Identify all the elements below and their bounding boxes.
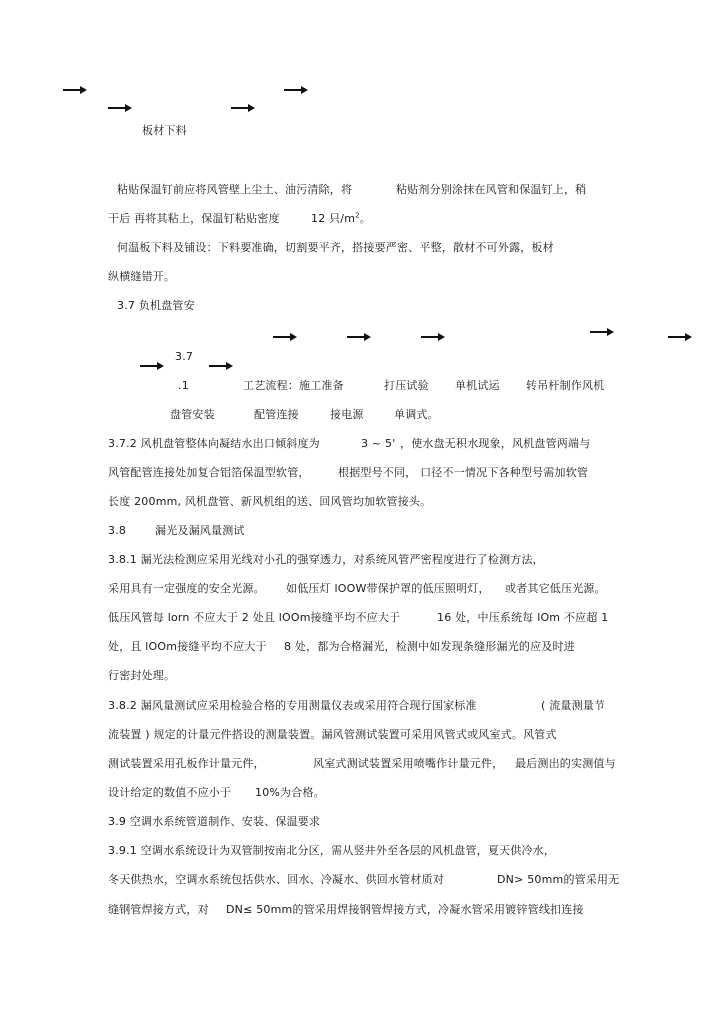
flow-step-label: 转吊杆制作风机 [526, 379, 605, 392]
paragraph-line: 纵横缝错开。 [108, 270, 176, 283]
paragraph-line: ( 流量测量节 [541, 699, 606, 712]
paragraph-line: 根据型号不同， 口径不一情况下各种型号需加软管 [338, 466, 589, 479]
flow-step-label: 工艺流程：施工准备 [243, 379, 344, 392]
flow-arrow-icon [590, 328, 614, 336]
paragraph-line: 粘贴剂分别涂抹在风管和保温钉上，稍 [396, 183, 587, 196]
section-heading: 漏光及漏风量测试 [155, 524, 245, 537]
punctuation: 。 [359, 212, 371, 225]
paragraph-line: ，使水盘无积水现象，风机盘管两端与 [400, 437, 591, 450]
density-value: 12 只/m [311, 212, 356, 225]
flow-step-label: 接电源 [330, 408, 364, 421]
paragraph-line: 缝钢管焊接方式，对 [108, 903, 209, 916]
paragraph-line: 采用具有一定强度的安全光源。 [108, 582, 265, 595]
paragraph-line [311, 212, 371, 226]
paragraph-line: 设计给定的数值不应小于 [108, 786, 232, 799]
section-number: .1 [178, 379, 189, 392]
paragraph-line: 长度 200mm, 风机盘管、新风机组的送、回风管均加软管接头。 [108, 495, 432, 508]
paragraph-line: 3.9.1 空调水系统设计为双管制按南北分区，需从竖井外至各层的风机盘管，夏天供冷水， [108, 844, 556, 857]
paragraph-line: 何温板下料及铺设：下料要准确，切割要平齐，搭接要严密、平整，散材不可外露，板材 [117, 241, 554, 254]
flow-arrow-icon [140, 362, 164, 370]
paragraph-line: 3.8.2 漏风量测试应采用检验合格的专用测量仪表或采用符合现行国家标准 [108, 699, 477, 712]
paragraph-line: 3.8.1 漏光法检测应采用光线对小孔的强穿透力，对系统风管严密程度进行了检测方法， [108, 553, 544, 566]
paragraph-line: 干后 再将其粘上，保温钉粘贴密度 [108, 212, 280, 225]
paragraph-line: 最后测出的实测值与 [515, 757, 616, 770]
flow-arrow-icon [421, 333, 445, 341]
flow-arrow-icon [209, 362, 233, 370]
flow-arrow-icon [108, 104, 132, 112]
paragraph-line: 风室式测试装置采用喷嘴作计量元件， [313, 757, 504, 770]
paragraph-line: 流装置 ) 规定的计量元件搭设的测量装置。漏风管测试装置可采用风管式或风室式。风管式 [108, 728, 557, 741]
section-number: 3.7 [175, 350, 194, 363]
flow-arrow-icon [231, 104, 255, 112]
flow-arrow-icon [63, 86, 87, 94]
paragraph-line: 冬天供热水，空调水系统包括供水、回水、冷凝水、供回水管材质对 [108, 873, 444, 886]
paragraph-line: 行密封处理。 [108, 669, 176, 682]
flow-arrow-icon [273, 333, 297, 341]
superscript: 2 [355, 211, 360, 220]
flow-arrow-icon [668, 333, 692, 341]
paragraph-line: 8 处，都为合格漏光，检测中如发现条缝形漏光的应及时进 [284, 640, 575, 653]
paragraph-line: 3.7.2 风机盘管整体向凝结水出口倾斜度为 [108, 437, 320, 450]
flow-arrow-icon [347, 333, 371, 341]
flow-step-label: 盘管安装 [170, 408, 215, 421]
flow-step-label: 配管连接 [254, 408, 299, 421]
paragraph-line: 10%为合格。 [255, 786, 325, 799]
flow-step-label: 板材下料 [142, 124, 187, 137]
section-heading: 3.7 负机盘管安 [117, 299, 195, 312]
paragraph-line: 16 处，中压系统每 lOm 不应超 1 [437, 611, 609, 624]
flow-step-label: 单调式。 [394, 408, 439, 421]
paragraph-line: 处，且 lOOm接缝平均不应大于 [108, 640, 267, 653]
paragraph-line: 粘贴保温钉前应将风管壁上尘土、油污清除，将 [117, 183, 353, 196]
flow-step-label: 单机试运 [455, 379, 500, 392]
flow-arrow-icon [284, 86, 308, 94]
paragraph-line: 测试装置采用孔板作计量元件， [108, 757, 265, 770]
paragraph-line: DN> 50mm的管采用无 [497, 873, 620, 886]
section-number: 3.8 [108, 524, 127, 537]
paragraph-line: 或者其它低压光源。 [505, 582, 606, 595]
paragraph-line: DN≤ 50mm的管采用焊接钢管焊接方式，冷凝水管采用镀锌管线扣连接 [226, 903, 584, 916]
paragraph-line: 低压风管每 lorn 不应大于 2 处且 lOOm接缝平均不应大于 [108, 611, 401, 624]
paragraph-line: 如低压灯 lOOW带保护罩的低压照明灯， [286, 582, 490, 595]
section-heading: 3.9 空调水系统管道制作、安装、保温要求 [108, 815, 321, 828]
flow-step-label: 打压试验 [384, 379, 429, 392]
paragraph-line: 3 ~ 5' [361, 437, 396, 450]
paragraph-line: 风管配管连接处加复合铝箔保温型软管， [108, 466, 310, 479]
